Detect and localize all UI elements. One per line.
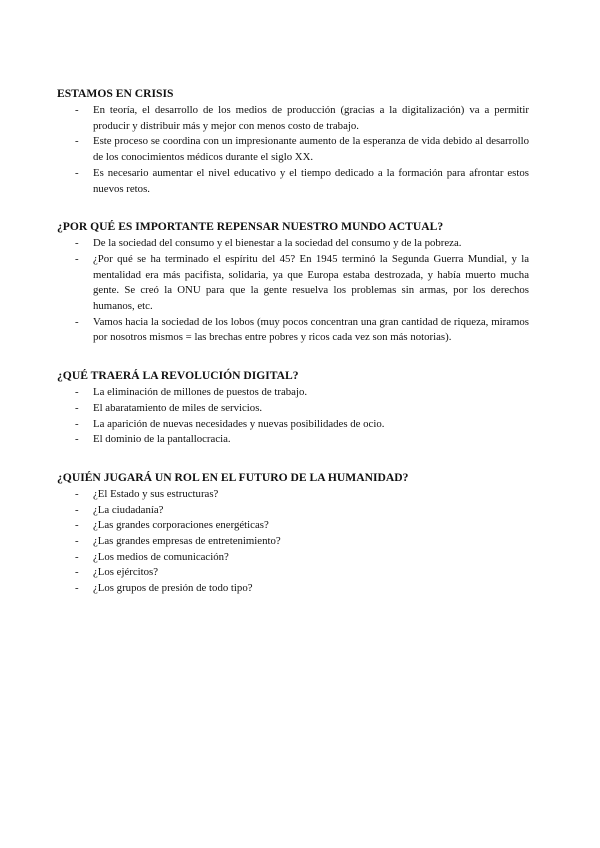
list-item: - En teoría, el desarrollo de los medios de producción (gracias a la digitalización) va a permitir producir y distribuir más y mejor con menos costo de trabajo. (75, 104, 529, 132)
bullet-list (57, 103, 529, 197)
bullet-dash: - (75, 386, 79, 399)
list-item: - ¿Las grandes corporaciones energéticas? (57, 518, 529, 534)
bullet-dash: - (75, 417, 79, 430)
section-title: ¿POR QUÉ ES IMPORTANTE REPENSAR NUESTRO MUNDO ACTUAL? (57, 220, 444, 234)
bullet-dash: - (75, 104, 79, 116)
list-item: - Vamos hacia la sociedad de los lobos (muy pocos concentran una gran cantidad de riqueza, miramos por nosotros mismos = las brechas entre pobres y ricos cada vez son más notorias). (75, 315, 529, 344)
section-revolucion-digital (57, 368, 529, 448)
bullet-dash: - (75, 550, 79, 563)
bullet-dash: - (75, 519, 79, 532)
section-repensar (57, 219, 529, 346)
bullet-dash: - (75, 135, 79, 148)
bullet-dash: - (75, 166, 79, 179)
section-crisis (57, 86, 529, 197)
bullet-dash: - (75, 566, 79, 579)
section-title: ¿QUÉ TRAERÁ LA REVOLUCIÓN DIGITAL? (57, 369, 299, 383)
bullet-dash: - (75, 401, 79, 414)
list-item: - Este proceso se coordina con un impresionante aumento de la esperanza de vida debido al desarrollo de los conocimientos médicos durante el siglo XX. (75, 135, 529, 164)
list-item: - De la sociedad del consumo y el bienestar a la sociedad del consumo y de la pobreza. (57, 236, 529, 252)
list-item: - La eliminación de millones de puestos de trabajo. (57, 385, 529, 401)
section-title: ¿QUIÉN JUGARÁ UN ROL EN EL FUTURO DE LA HUMANIDAD? (57, 470, 409, 484)
bullet-dash: - (75, 487, 79, 500)
bullet-dash: - (75, 582, 79, 595)
bullet-list (57, 236, 529, 346)
list-item: - El dominio de la pantallocracia. (57, 432, 529, 448)
list-item: - El abaratamiento de miles de servicios. (57, 401, 529, 417)
bullet-dash: - (75, 433, 79, 446)
bullet-dash: - (75, 535, 79, 548)
bullet-dash: - (75, 252, 79, 265)
bullet-dash: - (75, 237, 79, 250)
bullet-list (57, 385, 529, 448)
list-item: - ¿El Estado y sus estructuras? (57, 487, 529, 503)
list-item: - ¿Las grandes empresas de entretenimiento? (57, 534, 529, 550)
list-item: - La aparición de nuevas necesidades y nuevas posibilidades de ocio. (57, 417, 529, 433)
bullet-dash: - (75, 315, 79, 328)
section-futuro-humanidad (57, 470, 529, 597)
list-item: - ¿Los ejércitos? (57, 565, 529, 581)
list-item: - ¿Por qué se ha terminado el espíritu del 45? En 1945 terminó la Segunda Guerra Mundial, y la mentalidad era más pacifista, solidaria, ya que Europa estaba destrozada, y había muerto mucha gente. Se creó la ONU para que la gente resuelva los problemas sin armas, por los derechos humanos, etc. (75, 252, 529, 313)
bullet-dash: - (75, 503, 79, 516)
bullet-list (57, 487, 529, 597)
list-item: - ¿La ciudadanía? (57, 503, 529, 519)
list-item: - ¿Los grupos de presión de todo tipo? (57, 581, 529, 597)
list-item: - ¿Los medios de comunicación? (57, 550, 529, 566)
section-title: ESTAMOS EN CRISIS (57, 87, 174, 100)
list-item: - Es necesario aumentar el nivel educativo y el tiempo dedicado a la formación para afrontar estos nuevos retos. (75, 166, 529, 195)
document-page (57, 86, 529, 619)
